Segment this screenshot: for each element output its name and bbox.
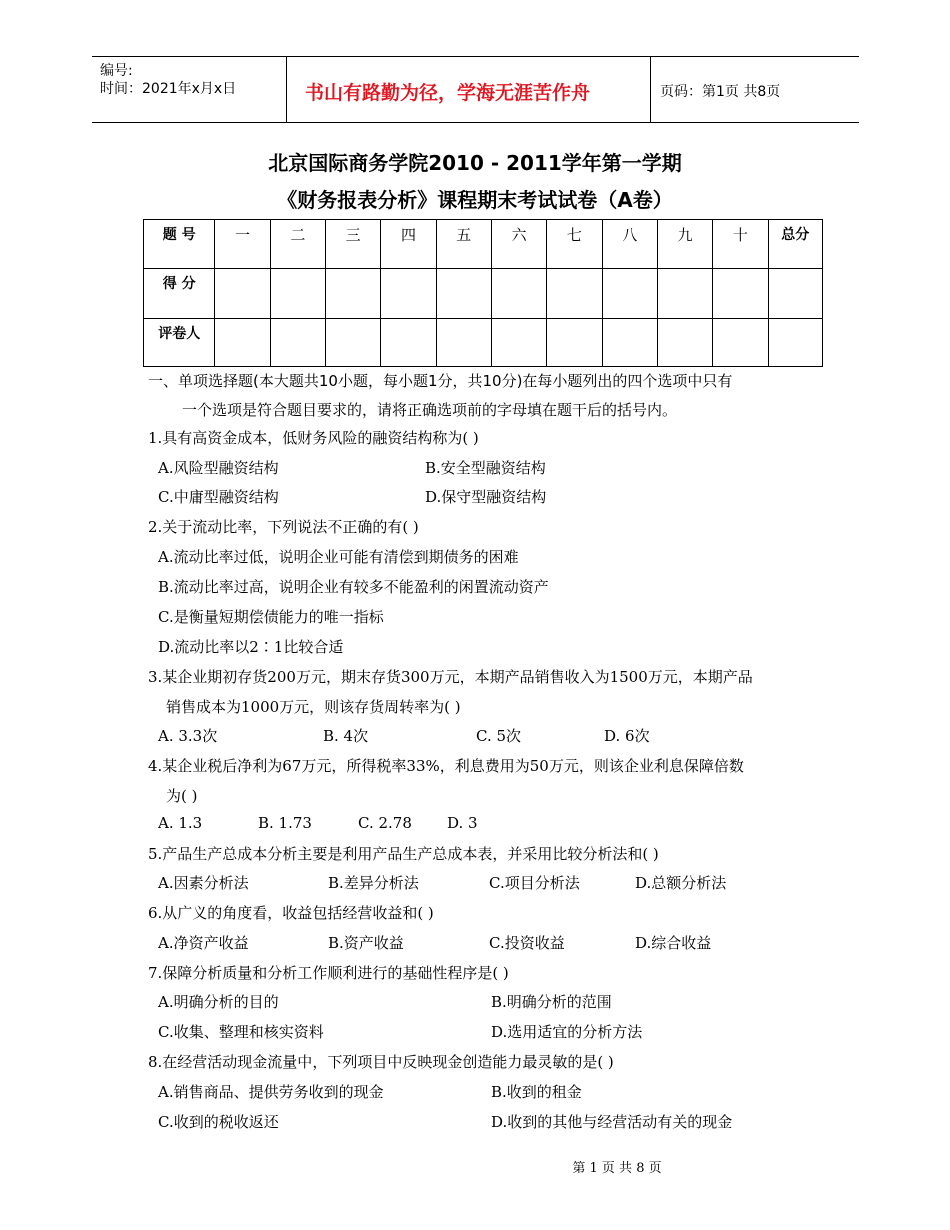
score-header-cell: 七	[547, 220, 602, 269]
score-cell[interactable]	[657, 269, 712, 319]
question-2-option-c: C.是衡量短期偿债能力的唯一指标	[158, 608, 384, 626]
question-5-option-c: C.项目分析法	[489, 874, 580, 892]
question-6-stem: 6.从广义的角度看，收益包括经营收益和( )	[148, 904, 434, 922]
score-header-cell: 一	[215, 220, 270, 269]
score-cell[interactable]	[436, 269, 491, 319]
question-7-option-a: A.明确分析的目的	[158, 993, 279, 1011]
question-3-stem-line2: 销售成本为1000万元，则该存货周转率为( )	[166, 698, 461, 716]
page-footer: 第 1 页 共 8 页	[572, 1161, 662, 1176]
exam-title-line1: 北京国际商务学院2010 - 2011学年第一学期	[268, 151, 682, 175]
question-4-stem-line1: 4.某企业税后净利为67万元，所得税率33%，利息费用为50万元，则该企业利息保障倍数	[148, 757, 744, 775]
score-header-cell: 题 号	[144, 220, 215, 269]
grader-cell[interactable]	[547, 319, 602, 367]
score-header-cell: 四	[381, 220, 436, 269]
score-header-cell: 六	[491, 220, 546, 269]
header-top-rule	[92, 56, 859, 57]
score-header-cell: 五	[436, 220, 491, 269]
exam-title-line2: 《财务报表分析》课程期末考试试卷（A卷）	[277, 188, 673, 212]
score-cell[interactable]	[215, 269, 270, 319]
grader-cell[interactable]	[491, 319, 546, 367]
question-8-option-b: B.收到的租金	[491, 1083, 582, 1101]
score-cell[interactable]	[547, 269, 602, 319]
score-cell[interactable]	[491, 269, 546, 319]
grader-cell[interactable]	[768, 319, 822, 367]
question-2-option-b: B.流动比率过高，说明企业有较多不能盈利的闲置流动资产	[158, 578, 549, 596]
score-header-cell: 三	[326, 220, 381, 269]
score-table	[143, 219, 823, 367]
question-8-stem: 8.在经营活动现金流量中，下列项目中反映现金创造能力最灵敏的是( )	[148, 1053, 614, 1071]
question-5-stem: 5.产品生产总成本分析主要是利用产品生产总成本表，并采用比较分析法和( )	[148, 845, 659, 863]
grader-cell[interactable]	[270, 319, 325, 367]
question-3-option-a: A. 3.3次	[158, 727, 218, 745]
question-8-option-d: D.收到的其他与经营活动有关的现金	[491, 1113, 733, 1131]
score-cell[interactable]	[602, 269, 657, 319]
question-6-option-b: B.资产收益	[328, 934, 404, 952]
question-7-option-b: B.明确分析的范围	[491, 993, 612, 1011]
score-header-cell: 总分	[768, 220, 822, 269]
score-table-header-row	[144, 220, 823, 269]
question-3-stem-line1: 3.某企业期初存货200万元，期末存货300万元，本期产品销售收入为1500万元，本期产品	[148, 668, 753, 686]
score-header-cell: 九	[657, 220, 712, 269]
question-6-option-d: D.综合收益	[635, 934, 712, 952]
question-2-option-a: A.流动比率过低，说明企业可能有清偿到期债务的困难	[158, 548, 519, 566]
grader-cell[interactable]	[657, 319, 712, 367]
question-7-option-c: C.收集、整理和核实资料	[158, 1023, 324, 1041]
question-2-stem: 2.关于流动比率，下列说法不正确的有( )	[148, 518, 419, 536]
page-label: 页码：第1页 共8页	[660, 84, 781, 100]
grader-cell[interactable]	[215, 319, 270, 367]
score-header-cell: 二	[270, 220, 325, 269]
question-4-option-a: A. 1.3	[158, 814, 203, 832]
question-8-option-a: A.销售商品、提供劳务收到的现金	[158, 1083, 384, 1101]
question-1-stem: 1.具有高资金成本，低财务风险的融资结构称为( )	[148, 429, 479, 447]
question-5-option-d: D.总额分析法	[635, 874, 727, 892]
grader-cell[interactable]	[381, 319, 436, 367]
question-4-stem-line2: 为( )	[166, 787, 198, 805]
score-cell[interactable]	[768, 269, 822, 319]
question-1-option-d: D.保守型融资结构	[425, 488, 547, 506]
question-1-option-a: A.风险型融资结构	[158, 459, 279, 477]
section-heading-line2: 一个选项是符合题目要求的，请将正确选项前的字母填在题干后的括号内。	[182, 401, 678, 419]
score-cell[interactable]	[381, 269, 436, 319]
header-bottom-rule	[92, 122, 859, 123]
score-header-cell: 八	[602, 220, 657, 269]
score-cell[interactable]	[270, 269, 325, 319]
question-6-option-c: C.投资收益	[489, 934, 565, 952]
question-5-option-b: B.差异分析法	[328, 874, 419, 892]
section-heading-line1: 一、单项选择题(本大题共10小题，每小题1分，共10分)在每小题列出的四个选项中只有	[148, 372, 733, 390]
score-cell[interactable]	[326, 269, 381, 319]
grader-cell[interactable]	[602, 319, 657, 367]
grader-cell[interactable]	[436, 319, 491, 367]
header-divider-left	[286, 57, 287, 122]
question-7-stem: 7.保障分析质量和分析工作顺利进行的基础性程序是( )	[148, 964, 509, 982]
grader-cell[interactable]	[326, 319, 381, 367]
score-row-label: 得 分	[144, 269, 215, 319]
serial-label: 编号:	[100, 63, 133, 79]
grader-row-label: 评卷人	[144, 319, 215, 367]
time-label: 时间：2021年x月x日	[100, 81, 237, 97]
question-4-option-c: C. 2.78	[358, 814, 412, 832]
question-3-option-b: B. 4次	[323, 727, 369, 745]
question-7-option-d: D.选用适宜的分析方法	[491, 1023, 643, 1041]
question-4-option-d: D. 3	[447, 814, 478, 832]
question-5-option-a: A.因素分析法	[158, 874, 249, 892]
question-4-option-b: B. 1.73	[258, 814, 312, 832]
grader-cell[interactable]	[713, 319, 768, 367]
score-cell[interactable]	[713, 269, 768, 319]
score-header-cell: 十	[713, 220, 768, 269]
header-divider-right	[650, 57, 651, 122]
question-3-option-d: D. 6次	[604, 727, 650, 745]
question-2-option-d: D.流动比率以2∶1比较合适	[158, 638, 344, 656]
question-1-option-c: C.中庸型融资结构	[158, 488, 279, 506]
question-3-option-c: C. 5次	[476, 727, 522, 745]
motto: 书山有路勤为径，学海无涯苦作舟	[305, 82, 591, 104]
question-8-option-c: C.收到的税收返还	[158, 1113, 279, 1131]
score-table-score-row	[144, 269, 823, 319]
question-6-option-a: A.净资产收益	[158, 934, 249, 952]
question-1-option-b: B.安全型融资结构	[425, 459, 546, 477]
score-table-grader-row	[144, 319, 823, 367]
